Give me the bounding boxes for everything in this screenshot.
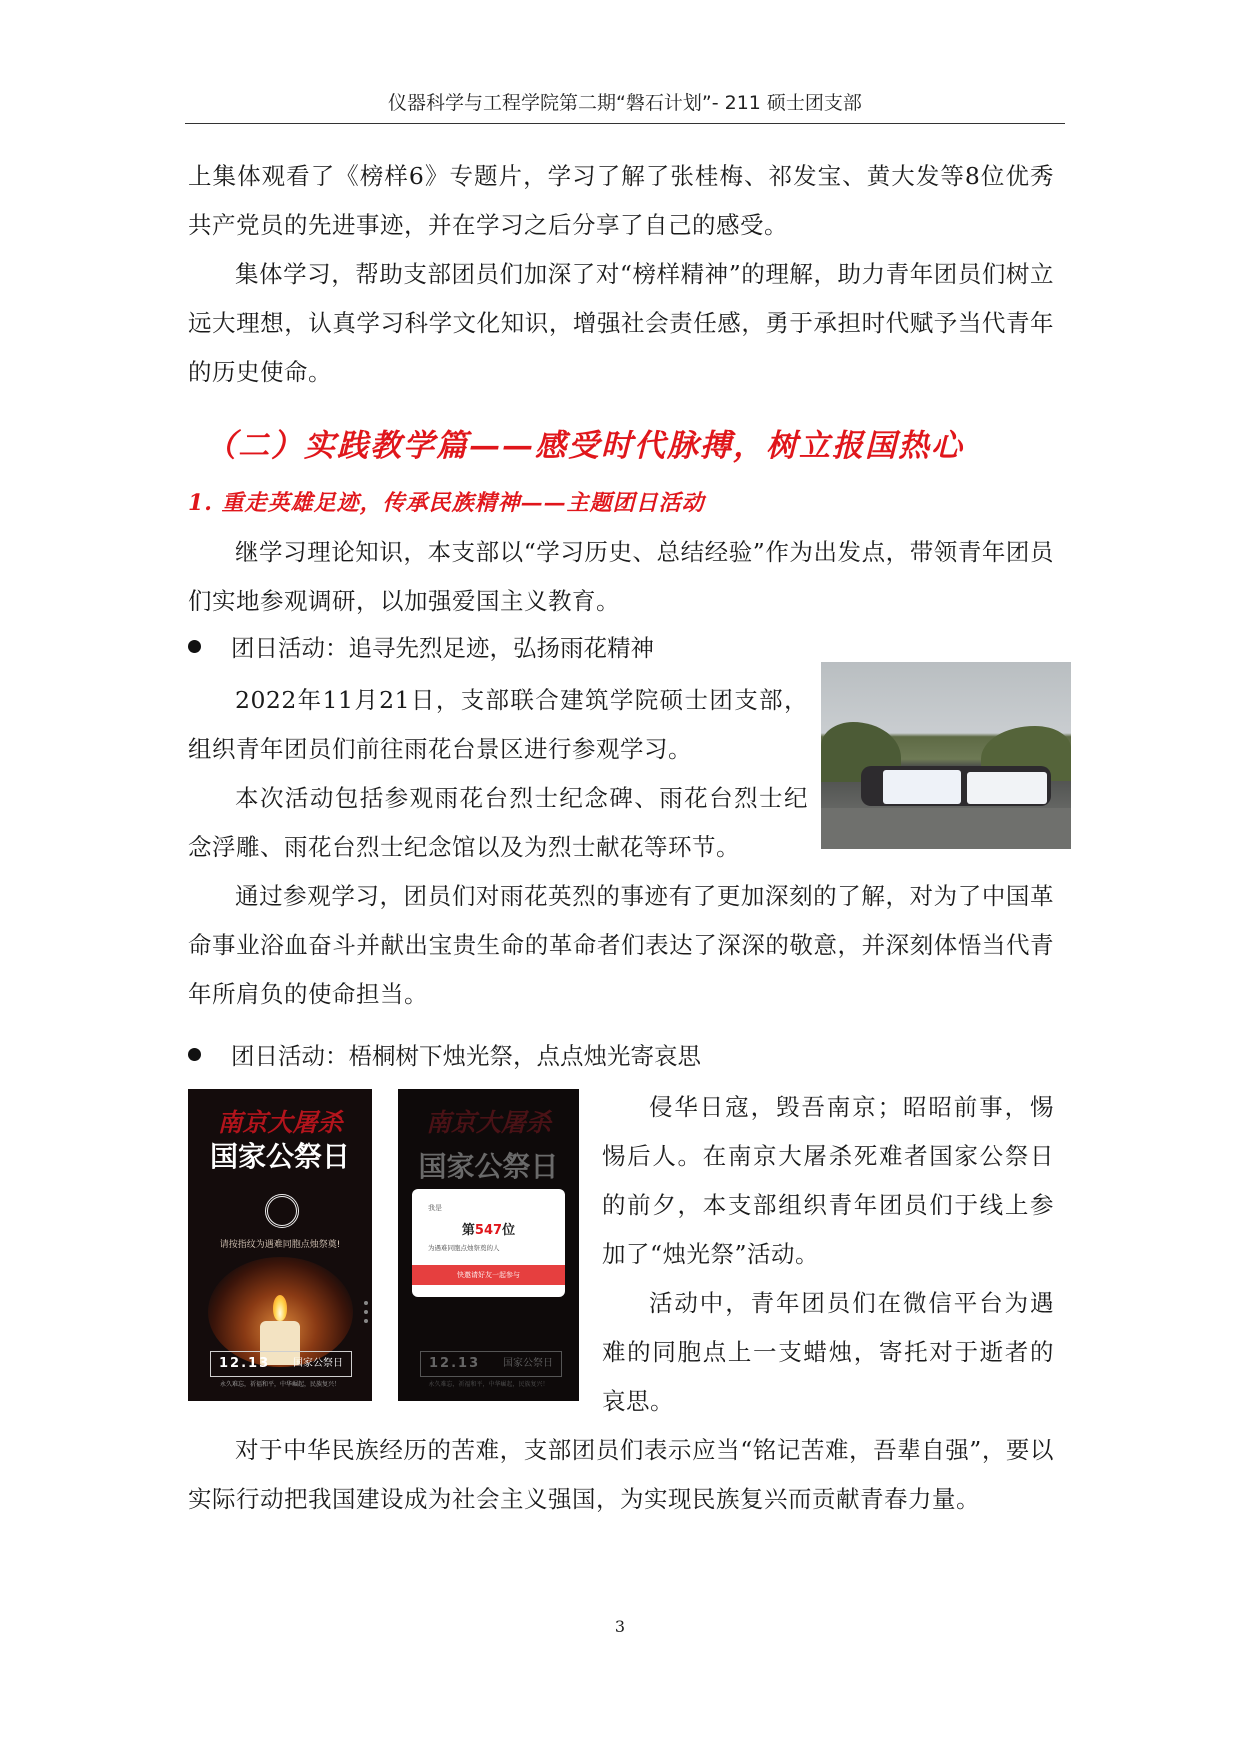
subsection-heading: 1. 重走英雄足迹，传承民族精神——主题团日活动: [188, 490, 705, 516]
poster-title: 国家公祭日: [418, 1150, 559, 1183]
paragraph-conclusion: 对于中华民族经历的苦难，支部团员们表示应当“铭记苦难，吾辈自强”，要以实际行动把我国建设成为社会主义强国，为实现民族复兴而贡献青春力量。: [188, 1436, 1054, 1513]
bullet-icon: [188, 640, 201, 653]
paragraph-visit-date: 2022年11月21日，支部联合建筑学院硕士团支部，组织青年团员们前往雨花台景区进行参观学习。: [188, 686, 808, 763]
paragraph-visit-content: 本次活动包括参观雨花台烈士纪念碑、雨花台烈士纪念浮雕、雨花台烈士纪念馆以及为烈士献花等环节。: [188, 784, 808, 861]
rank-prefix: 第: [461, 1223, 475, 1238]
intro-paragraph-1: 上集体观看了《榜样6》专题片，学习了解了张桂梅、祁发宝、黄大发等8位优秀共产党员的先进事迹，并在学习之后分享了自己的感受。: [188, 162, 1054, 239]
banner-graphic: [883, 770, 961, 804]
paragraph-candle-activity: 活动中，青年团员们在微信平台为遇难的同胞点上一支蜡烛，寄托对于逝者的哀思。: [602, 1289, 1054, 1415]
bullet-icon: [188, 1048, 201, 1061]
paragraph-candle-intro: 侵华日寇，毁吾南京；昭昭前事，惕惕后人。在南京大屠杀死难者国家公祭日的前夕，本支部组织青年团员们于线上参加了“烛光祭”活动。: [602, 1093, 1054, 1268]
more-dots-icon: [364, 1301, 368, 1328]
poster-date-box: [210, 1351, 352, 1377]
section-heading: （二）实践教学篇——感受时代脉搏，树立报国热心: [205, 428, 964, 464]
poster-date: 12.13: [429, 1356, 481, 1371]
bullet-activity-1: [188, 628, 654, 668]
poster-title: 国家公祭日: [209, 1140, 350, 1173]
rank-card-title: 我是: [428, 1204, 442, 1212]
banner-graphic: [967, 772, 1047, 804]
poster-calligraphy: 南京大屠杀: [217, 1108, 343, 1137]
rank-line: [412, 1219, 565, 1238]
bullet-activity-2: [188, 1036, 701, 1076]
poster-date-label: 国家公祭日: [293, 1358, 343, 1369]
poster-footer: 永久难忘，祈福和平，中华崛起，民族复兴！: [428, 1381, 549, 1388]
bullet-activity-2-label: 团日活动：梧桐树下烛光祭，点点烛光寄哀思: [231, 1042, 701, 1070]
poster-footer: 永久难忘，祈福和平，中华崛起，民族复兴！: [219, 1381, 340, 1388]
running-header: 仪器科学与工程学院第二期“磐石计划”- 211 硕士团支部: [388, 92, 862, 114]
poster-hint: 请按指纹为遇难同胞点烛祭奠!: [219, 1240, 341, 1250]
rank-number: 547: [474, 1223, 503, 1238]
memorial-poster-candle: [188, 1089, 372, 1401]
paragraph-intro-visit: 继学习理论知识，本支部以“学习历史、总结经验”作为出发点，带领青年团员们实地参观调研，以加强爱国主义教育。: [188, 538, 1054, 615]
header-rule: [185, 123, 1065, 124]
rank-suffix: 位: [502, 1223, 516, 1238]
flame-icon: [273, 1295, 287, 1321]
page-number: 3: [614, 1617, 626, 1636]
poster-calligraphy: 南京大屠杀: [425, 1108, 551, 1137]
rank-card: [412, 1189, 565, 1297]
bullet-activity-1-label: 团日活动：追寻先烈足迹，弘扬雨花精神: [231, 634, 654, 662]
invite-friends-button[interactable]: 快邀请好友一起参与: [412, 1265, 565, 1285]
intro-paragraph-2: 集体学习，帮助支部团员们加深了对“榜样精神”的理解，助力青年团员们树立远大理想，认真学习科学文化知识，增强社会责任感，勇于承担时代赋予当代青年的历史使命。: [188, 260, 1054, 386]
poster-date-label: 国家公祭日: [503, 1358, 553, 1369]
poster-date-box: [420, 1351, 562, 1377]
rank-card-desc: 为遇难同胞点烛祭奠的人: [428, 1244, 500, 1252]
poster-date: 12.13: [219, 1356, 271, 1371]
memorial-poster-rank: [398, 1089, 579, 1401]
group-photo: [821, 662, 1071, 849]
paragraph-visit-reflection: 通过参观学习，团员们对雨花英烈的事迹有了更加深刻的了解，对为了中国革命事业浴血奋斗并献出宝贵生命的革命者们表达了深深的敬意，并深刻体悟当代青年所肩负的使命担当。: [188, 882, 1054, 1008]
fingerprint-icon: [265, 1194, 299, 1228]
